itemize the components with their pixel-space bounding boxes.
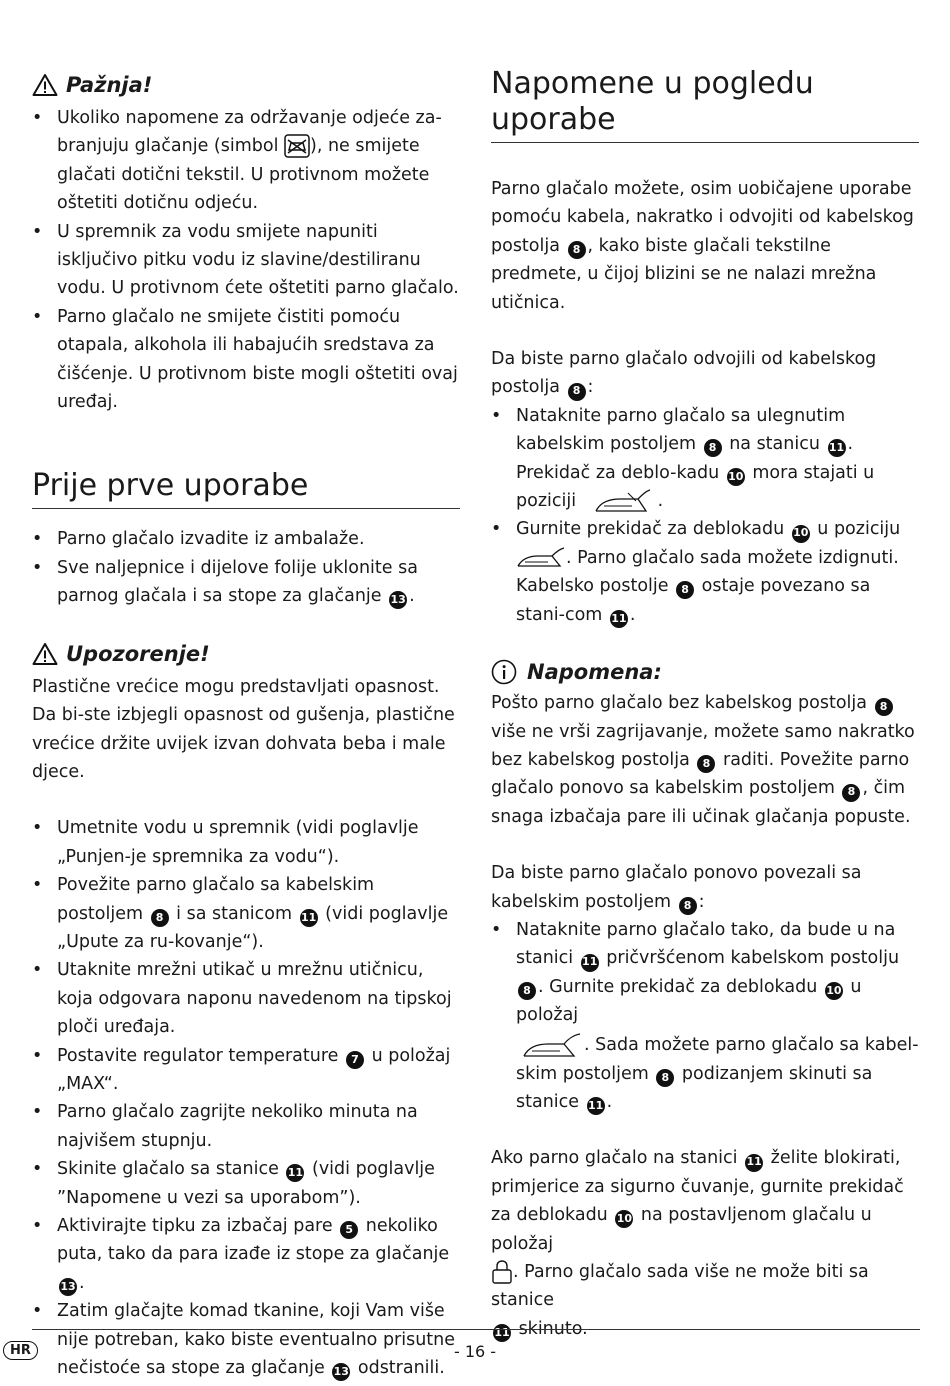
warning-triangle-icon <box>32 642 58 666</box>
part-number-badge: 11 <box>828 439 846 457</box>
caution-heading <box>32 66 460 104</box>
iron-unlocked-icon <box>592 487 654 515</box>
reconnect-list <box>491 916 919 1116</box>
list-item: • Parno glačalo zagrijte nekoliko minuta na najvišem stupnju. <box>32 1098 460 1155</box>
part-number-badge: 8 <box>656 1069 674 1087</box>
part-number-badge: 8 <box>568 383 586 401</box>
detach-list <box>491 402 919 629</box>
no-ironing-icon <box>284 134 310 158</box>
iron-release-icon <box>520 1030 584 1060</box>
list-item: • Utaknite mrežni utikač u mrežnu utičnicu, koja odgovara naponu navedenom na tipskoj ploči uređaja. <box>32 956 460 1041</box>
part-number-badge: 8 <box>697 755 715 773</box>
list-item: • Gurnite prekidač za deblokadu 10 u poziciju . Parno glačalo sada možete izdignuti. Kabelsko postolje 8 ostaje povezano sa stani-com 11 . <box>491 515 919 629</box>
list-item: • Skinite glačalo sa stanice 11 (vidi poglavlje ”Napomene u vezi sa uporabom”). <box>32 1155 460 1212</box>
part-number-badge: 8 <box>704 439 722 457</box>
warning-heading <box>32 635 460 673</box>
note-title: Napomena: <box>527 660 662 685</box>
part-number-badge: 10 <box>727 468 745 486</box>
section-title-usage-notes: Napomene u pogledu uporabe <box>491 66 919 143</box>
list-item: • Sve naljepnice i dijelove folije uklonite sa parnog glačala i sa stope za glačanje 13 . <box>32 554 460 611</box>
part-number-badge: 11 <box>300 909 318 927</box>
list-item: • Parno glačalo ne smijete čistiti pomoću otapala, alkohola ili habajućih sredstava za čišćenje. U protivnom biste mogli oštetiti ovaj uređaj. <box>32 303 460 417</box>
part-number-badge: 8 <box>568 241 586 259</box>
info-icon <box>491 659 517 685</box>
intro-paragraph: Parno glačalo možete, osim uobičajene uporabe pomoću kabela, nakratko i odvojiti od kabelskog postolja 8 , kako biste glačali tekstilne predmete, u čijoj blizini se ne nalazi mrežna utičnica. <box>491 179 914 313</box>
list-item: • Postavite regulator temperature 7 u položaj „MAX“. <box>32 1042 460 1099</box>
part-number-badge: 11 <box>745 1154 763 1172</box>
section-title-first-use: Prije prve uporabe <box>32 468 460 509</box>
page-number: - 16 - <box>453 1342 497 1361</box>
part-number-badge: 8 <box>676 581 694 599</box>
part-number-badge: 8 <box>679 897 697 915</box>
part-number-badge: 8 <box>875 698 893 716</box>
list-item: • Umetnite vodu u spremnik (vidi poglavlje „Punjen-je spremnika za vodu“). <box>32 814 460 871</box>
detach-intro: Da biste parno glačalo odvojili od kabelskog postolja 8 : <box>491 345 919 402</box>
list-item: • Povežite parno glačalo sa kabelskim postoljem 8 i sa stanicom 11 (vidi poglavlje „Upute za ru-kovanje“). <box>32 871 460 956</box>
part-number-badge: 11 <box>581 954 599 972</box>
list-item: • Ukoliko napomene za održavanje odjeće za-branjuju glačanje (simbol ), ne smijete glačati dotični tekstil. U protivnom možete oštetiti dotičnu odjeću. <box>32 104 460 218</box>
left-column <box>32 66 460 1382</box>
list-item: • Nataknite parno glačalo sa ulegnutim kabelskim postoljem 8 na stanicu 11 . Prekidač za deblo-kadu 10 mora stajati u poziciji . <box>491 402 919 516</box>
list-item: • U spremnik za vodu smijete napuniti isključivo pitku vodu iz slavine/destiliranu vodu. U protivnom ćete oštetiti parno glačalo. <box>32 218 460 303</box>
lock-paragraph: Ako parno glačalo na stanici 11 želite blokirati, primjerice za sigurno čuvanje, gurnite prekidač za deblokadu 10 na postavljenom glačalu u položaj . Parno glačalo sada više ne može biti sa stanice 11 skinuto. <box>491 1144 919 1343</box>
part-number-badge: 11 <box>587 1097 605 1115</box>
part-number-badge: 8 <box>518 982 536 1000</box>
footer-divider <box>32 1329 920 1330</box>
warning-triangle-icon <box>32 73 58 97</box>
first-use-list <box>32 525 460 610</box>
caution-list <box>32 104 460 416</box>
part-number-badge: 10 <box>825 982 843 1000</box>
setup-steps-list <box>32 814 460 1382</box>
part-number-badge: 10 <box>615 1210 633 1228</box>
part-number-badge: 13 <box>332 1363 350 1381</box>
part-number-badge: 13 <box>389 591 407 609</box>
iron-release-icon <box>516 546 566 570</box>
lock-icon <box>491 1259 513 1285</box>
language-badge: HR <box>3 1341 38 1360</box>
part-number-badge: 11 <box>286 1164 304 1182</box>
note-text: Pošto parno glačalo bez kabelskog postolja 8 više ne vrši zagrijavanje, možete samo nakratko bez kabelskog postolja 8 raditi. Povežite parno glačalo ponovo sa kabelskim postoljem 8 , čim snaga izbačaja pare ili učinak glačanja popuste. <box>491 693 915 827</box>
part-number-badge: 7 <box>346 1051 364 1069</box>
list-item: • Aktivirajte tipku za izbačaj pare 5 nekoliko puta, tako da para izađe iz stope za glačanje 13 . <box>32 1212 460 1297</box>
part-number-badge: 11 <box>493 1324 511 1342</box>
part-number-badge: 13 <box>59 1278 77 1296</box>
list-item: • Nataknite parno glačalo tako, da bude u na stanici 11 pričvršćenom kabelskom postolju 8 . Gurnite prekidač za deblokadu 10 u položaj . Sada možete parno glačalo sa kabel-skim postoljem 8 podizanjem skinuti sa stanice 11 . <box>491 916 919 1116</box>
part-number-badge: 10 <box>792 525 810 543</box>
part-number-badge: 8 <box>842 784 860 802</box>
warning-title: Upozorenje! <box>66 641 210 666</box>
part-number-badge: 5 <box>340 1221 358 1239</box>
part-number-badge: 11 <box>610 610 628 628</box>
warning-text: Plastične vrećice mogu predstavljati opasnost. Da bi-ste izbjegli opasnost od gušenja, plastične vrećice držite uvijek izvan dohvata beba i male djece. <box>32 676 455 782</box>
right-column <box>491 66 919 1343</box>
note-heading <box>491 655 919 689</box>
list-item: • Parno glačalo izvadite iz ambalaže. <box>32 525 460 553</box>
list-item: • Zatim glačajte komad tkanine, koji Vam više nije potreban, kako biste eventualno prisutne nečistoće sa stope za glačanje 13 odstranili. <box>32 1297 460 1382</box>
part-number-badge: 8 <box>151 909 169 927</box>
caution-title: Pažnja! <box>66 73 153 97</box>
reconnect-intro: Da biste parno glačalo ponovo povezali sa kabelskim postoljem 8 : <box>491 859 919 916</box>
